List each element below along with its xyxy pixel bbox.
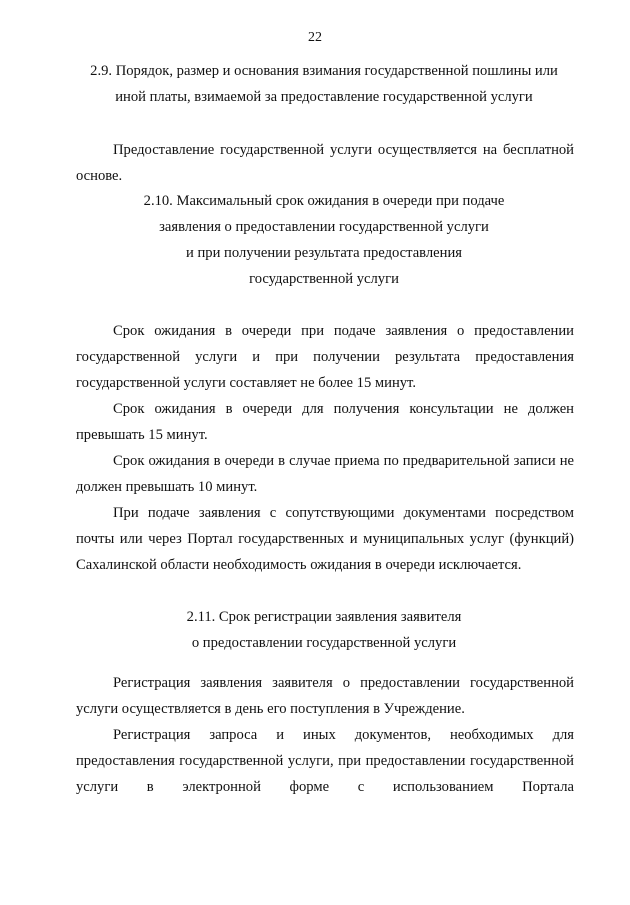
paragraph-free-of-charge: Предоставление государственной услуги осуществляется на бесплатной основе.	[76, 142, 574, 184]
heading-line: 2.9. Порядок, размер и основания взимания государственной пошлины или	[90, 63, 558, 79]
paragraph-queue-excluded: При подаче заявления с сопутствующими документами посредством почты или через Портал государственных и муниципальных услуг (функций) Сахалинской области необходимость ожидания в очереди исключается.	[76, 505, 574, 573]
section-heading-2-10	[80, 188, 568, 292]
heading-line: 2.10. Максимальный срок ожидания в очереди при подаче	[143, 193, 505, 209]
heading-line: и при получении результата предоставления	[186, 245, 462, 261]
paragraph-queue-time-appointment: Срок ожидания в очереди в случае приема по предварительной записи не должен превышать 10 минут.	[76, 453, 574, 495]
section-heading-2-9	[80, 58, 568, 110]
heading-line: иной платы, взимаемой за предоставление государственной услуги	[115, 89, 533, 105]
heading-line: государственной услуги	[249, 271, 399, 287]
paragraph-queue-time-application: Срок ожидания в очереди при подаче заявления о предоставлении государственной услуги и при получении результата предоставления государственной услуги составляет не более 15 минут.	[76, 323, 574, 391]
paragraph-registration-day: Регистрация заявления заявителя о предоставлении государственной услуги осуществляется в день его поступления в Учреждение.	[76, 675, 574, 717]
heading-line: о предоставлении государственной услуги	[191, 635, 457, 651]
heading-line: заявления о предоставлении государственной услуги	[159, 219, 489, 235]
page-number: 22	[308, 30, 322, 45]
section-heading-2-11	[80, 604, 568, 656]
heading-line: 2.11. Срок регистрации заявления заявителя	[186, 609, 462, 625]
paragraph-registration-electronic: Регистрация запроса и иных документов, необходимых для предоставления государственной услуги, при предоставлении государственной услуги в электронной форме с использованием Портала	[76, 727, 574, 795]
paragraph-queue-time-consultation: Срок ожидания в очереди для получения консультации не должен превышать 15 минут.	[76, 401, 574, 443]
